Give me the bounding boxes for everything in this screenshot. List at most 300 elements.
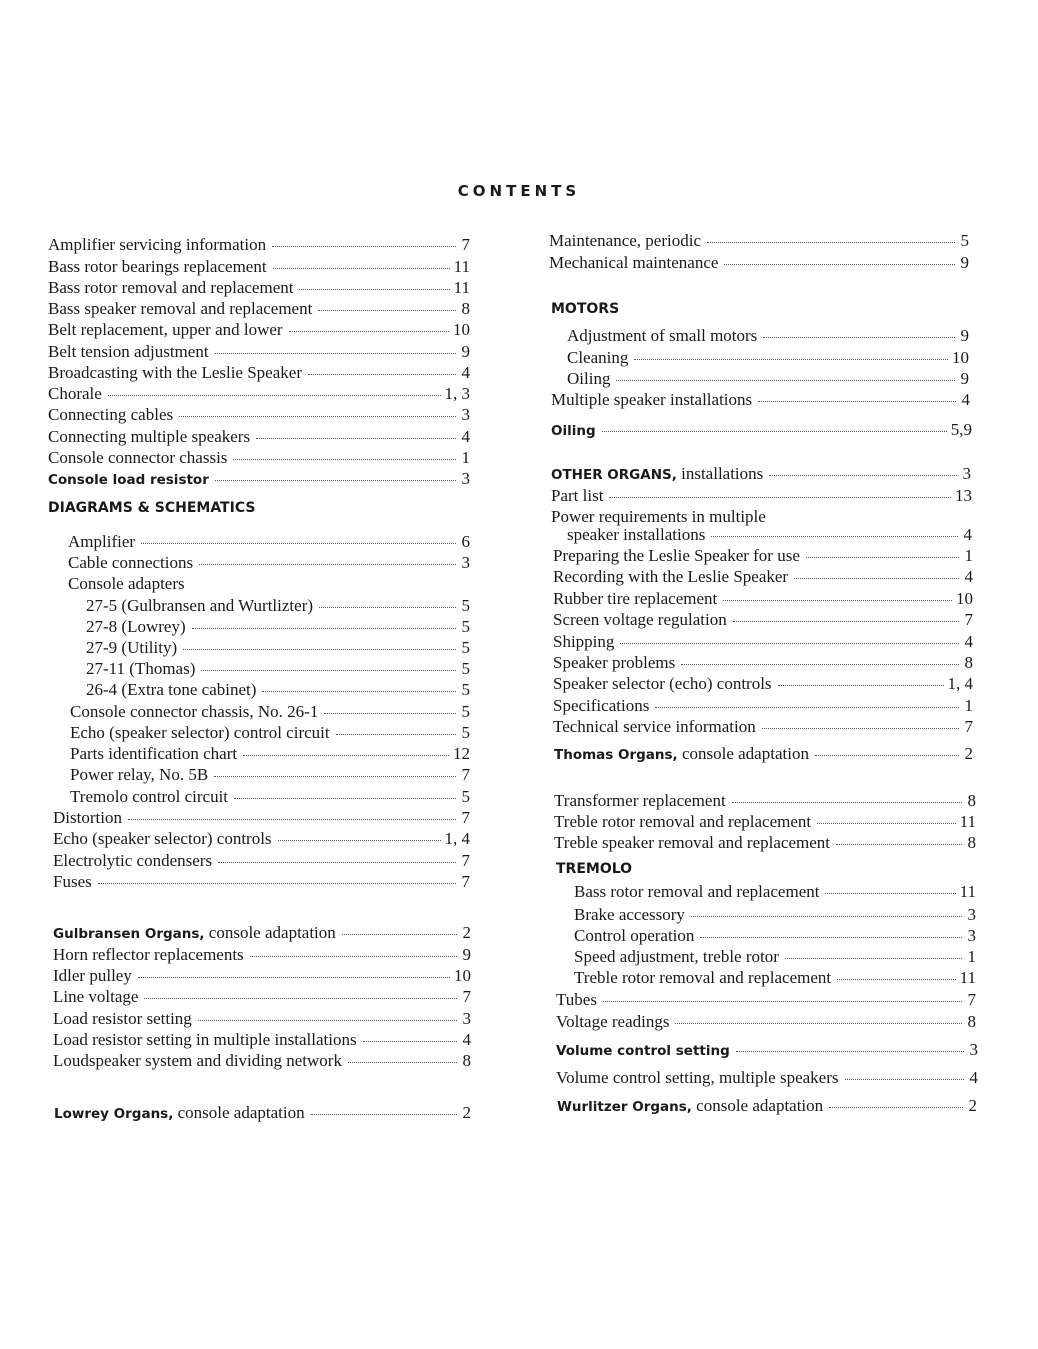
toc-entry <box>48 278 470 298</box>
page-number: 8 <box>461 299 470 318</box>
toc-entry <box>553 674 973 694</box>
toc-entry-label <box>53 987 138 1007</box>
toc-entry-label <box>574 905 685 925</box>
page-number: 2 <box>968 1096 977 1115</box>
dot-leader <box>179 416 456 417</box>
toc-entry <box>53 945 471 965</box>
toc-entry-label <box>574 926 694 946</box>
page-number: 3 <box>962 464 971 483</box>
dot-leader <box>250 956 457 957</box>
section-heading: MOTORS <box>551 301 620 317</box>
dot-leader <box>794 578 959 579</box>
page-number: 3 <box>969 1040 978 1059</box>
toc-entry-text: Belt tension adjustment <box>48 342 209 361</box>
toc-entry-text: Transformer replacement <box>554 791 726 810</box>
toc-entry-bold-label: Gulbransen Organs, <box>53 926 205 942</box>
toc-entry-text: Idler pulley <box>53 966 132 985</box>
dot-leader <box>655 707 959 708</box>
toc-entry <box>553 653 973 673</box>
dot-leader <box>806 557 959 558</box>
dot-leader <box>691 916 962 917</box>
dot-leader <box>141 543 456 544</box>
toc-entry <box>549 231 969 251</box>
toc-entry <box>574 882 976 902</box>
dot-leader <box>201 670 456 671</box>
toc-entry-text: 27-5 (Gulbransen and Wurtlizter) <box>86 596 314 615</box>
dot-leader <box>308 374 456 375</box>
toc-entry <box>53 808 470 828</box>
page-title: CONTENTS <box>457 182 581 200</box>
page-number: 7 <box>964 610 973 629</box>
page-number: 9 <box>960 326 969 345</box>
toc-entry-label <box>567 348 628 368</box>
dot-leader <box>620 643 959 644</box>
toc-entry-label <box>553 653 675 673</box>
page-number: 2 <box>462 1103 471 1122</box>
toc-entry-label <box>48 469 209 490</box>
toc-entry-text: Bass rotor bearings replacement <box>48 257 267 276</box>
toc-entry-text: 27-11 (Thomas) <box>86 659 196 678</box>
toc-entry-label <box>556 990 597 1010</box>
toc-entry <box>86 596 470 616</box>
toc-entry <box>86 617 470 637</box>
dot-leader <box>272 246 456 247</box>
page-number: 4 <box>963 525 972 544</box>
toc-entry-label <box>553 632 614 652</box>
toc-entry <box>551 464 971 485</box>
toc-entry <box>554 744 973 765</box>
page-number: 1, 4 <box>444 829 470 848</box>
dot-leader <box>700 937 962 938</box>
toc-entry <box>553 546 973 566</box>
toc-entry-text: Broadcasting with the Leslie Speaker <box>48 363 302 382</box>
toc-entry-label <box>556 1012 669 1032</box>
page-number: 8 <box>964 653 973 672</box>
dot-leader <box>769 475 957 476</box>
dot-leader <box>732 802 962 803</box>
toc-entry-text: Specifications <box>553 696 650 715</box>
toc-entry-label <box>70 744 237 764</box>
toc-entry-label <box>48 342 209 362</box>
page-number: 7 <box>461 851 470 870</box>
dot-leader <box>233 459 456 460</box>
toc-entry-text: Speaker problems <box>553 653 676 672</box>
page-number: 4 <box>461 427 470 446</box>
toc-entry-text: Horn reflector replacements <box>53 945 244 964</box>
toc-entry <box>53 987 471 1007</box>
toc-entry-label <box>574 947 779 967</box>
toc-entry <box>567 369 969 389</box>
toc-entry <box>567 348 969 368</box>
page-number: 9 <box>960 253 969 272</box>
toc-entry-text: installations <box>676 464 764 483</box>
dot-leader <box>273 268 450 269</box>
toc-entry-text: Treble rotor removal and replacement <box>574 968 832 987</box>
dot-leader <box>736 1051 964 1052</box>
page-number: 5 <box>461 617 470 636</box>
toc-entry-text: Fuses <box>53 872 92 891</box>
page-number: 3 <box>967 905 976 924</box>
section-heading: TREMOLO <box>556 861 633 877</box>
dot-leader <box>256 438 456 439</box>
page-number: 10 <box>453 320 470 339</box>
toc-entry <box>551 486 972 506</box>
toc-entry-label <box>68 532 135 552</box>
toc-entry-label <box>553 610 727 630</box>
toc-entry <box>70 723 470 743</box>
toc-entry <box>53 872 470 892</box>
dot-leader <box>815 755 959 756</box>
toc-entry-text: Treble rotor removal and replacement <box>554 812 812 831</box>
toc-entry-label <box>70 702 318 722</box>
toc-entry <box>70 787 470 807</box>
toc-entry-text: Tremolo control circuit <box>70 787 229 806</box>
toc-entry-label <box>86 680 256 700</box>
toc-entry-text: Recording with the Leslie Speaker <box>553 567 789 586</box>
dot-leader <box>733 621 959 622</box>
toc-entry-label <box>70 787 228 807</box>
toc-entry <box>556 1012 976 1032</box>
dot-leader <box>836 844 962 845</box>
toc-entry-label <box>554 744 809 765</box>
page-number: 7 <box>967 990 976 1009</box>
toc-entry-text: console adaptation <box>691 1096 824 1115</box>
toc-entry <box>48 299 470 319</box>
toc-entry <box>53 1051 471 1071</box>
toc-entry <box>557 1096 977 1117</box>
toc-entry <box>68 553 470 573</box>
dot-leader <box>785 958 962 959</box>
toc-entry-label <box>553 567 788 587</box>
toc-entry-label <box>551 486 603 506</box>
toc-entry-label <box>53 923 336 944</box>
toc-entry-text: 27-8 (Lowrey) <box>86 617 186 636</box>
toc-entry-text: console adaptation <box>677 744 809 763</box>
dot-leader <box>138 977 450 978</box>
toc-entry-label <box>48 363 302 383</box>
toc-entry <box>53 851 470 871</box>
toc-entry-label <box>86 596 313 616</box>
toc-entry-label <box>553 674 772 694</box>
toc-entry-text: Connecting multiple speakers <box>48 427 251 446</box>
toc-entry-text: speaker installations <box>567 525 706 544</box>
toc-entry-bold-label: Volume control setting <box>556 1043 730 1059</box>
toc-entry <box>70 765 470 785</box>
toc-entry <box>567 525 972 545</box>
dot-leader <box>602 431 947 432</box>
dot-leader <box>681 664 959 665</box>
toc-entry-text: Speaker selector (echo) controls <box>553 674 772 693</box>
toc-entry <box>48 405 470 425</box>
dot-leader <box>289 331 449 332</box>
toc-entry-label <box>567 326 757 346</box>
toc-entry-label <box>48 384 102 404</box>
toc-entry <box>86 680 470 700</box>
toc-entry-text: Speed adjustment, treble rotor <box>574 947 779 966</box>
page-number: 11 <box>959 882 976 901</box>
page-number: 9 <box>960 369 969 388</box>
page-number: 8 <box>967 833 976 852</box>
toc-entry-text: Preparing the Leslie Speaker for use <box>553 546 800 565</box>
page-number: 12 <box>453 744 470 763</box>
toc-entry-text: Bass rotor removal and replacement <box>574 882 820 901</box>
toc-entry <box>554 812 976 832</box>
dot-leader <box>336 734 456 735</box>
page-number: 5 <box>461 787 470 806</box>
dot-leader <box>348 1062 457 1063</box>
toc-entry <box>48 342 470 362</box>
toc-entry <box>551 420 972 441</box>
page-number: 3 <box>461 405 470 424</box>
toc-entry <box>553 717 973 737</box>
page-number: 2 <box>964 744 973 763</box>
toc-entry-text: Load resistor setting <box>53 1009 192 1028</box>
toc-entry-text: Echo (speaker selector) control circuit <box>70 723 330 742</box>
toc-entry <box>48 257 470 277</box>
dot-leader <box>829 1107 963 1108</box>
toc-entry-label <box>53 945 244 965</box>
page-number: 9 <box>462 945 471 964</box>
dot-leader <box>603 1001 962 1002</box>
toc-entry <box>86 638 470 658</box>
toc-entry-text: Connecting cables <box>48 405 174 424</box>
dot-leader <box>324 713 456 714</box>
dot-leader <box>723 600 952 601</box>
toc-entry-label <box>553 696 649 716</box>
page-number: 7 <box>461 765 470 784</box>
toc-entry-text: Line voltage <box>53 987 139 1006</box>
dot-leader <box>215 480 456 481</box>
toc-entry <box>54 1103 471 1124</box>
toc-entry-text: console adaptation <box>173 1103 305 1122</box>
page-number: 8 <box>967 1012 976 1031</box>
toc-entry <box>553 696 973 716</box>
page-number: 5 <box>960 231 969 250</box>
dot-leader <box>319 607 456 608</box>
toc-entry-label <box>551 390 752 410</box>
dot-leader <box>311 1114 457 1115</box>
toc-entry-label <box>48 448 227 468</box>
toc-entry-text: Echo (speaker selector) controls <box>53 829 272 848</box>
page-number: 4 <box>961 390 970 409</box>
toc-entry-text: Screen voltage regulation <box>553 610 727 629</box>
toc-entry-label <box>554 791 726 811</box>
toc-entry-text: Volume control setting, multiple speakers <box>556 1068 839 1087</box>
dot-leader <box>363 1041 457 1042</box>
dot-leader <box>758 401 956 402</box>
page-number: 4 <box>964 632 973 651</box>
toc-entry-label <box>86 659 195 679</box>
toc-entry <box>549 253 969 273</box>
toc-entry-bold-label: Thomas Organs, <box>554 747 678 763</box>
toc-entry-label <box>48 320 283 340</box>
toc-entry-label <box>53 966 132 986</box>
toc-entry-text: Amplifier servicing information <box>48 235 267 254</box>
toc-entry-text: Rubber tire replacement <box>553 589 718 608</box>
toc-entry <box>48 363 470 383</box>
toc-entry-text: Load resistor setting in multiple installations <box>53 1030 357 1049</box>
page-number: 3 <box>461 553 470 572</box>
toc-entry-bold-label: Lowrey Organs, <box>54 1106 174 1122</box>
toc-entry-bold-label: Console load resistor <box>48 472 209 488</box>
page-number: 4 <box>461 363 470 382</box>
toc-entry <box>554 833 976 853</box>
toc-entry-label <box>574 968 831 988</box>
toc-entry-label <box>574 882 819 902</box>
dot-leader <box>342 934 457 935</box>
toc-entry-label <box>48 299 312 319</box>
page-number: 4 <box>969 1068 978 1087</box>
toc-entry-text: Adjustment of small motors <box>567 326 758 345</box>
page-number: 1 <box>967 947 976 966</box>
toc-entry <box>53 829 470 849</box>
page-number: 4 <box>462 1030 471 1049</box>
toc-entry-label <box>557 1096 823 1117</box>
toc-entry <box>554 791 976 811</box>
toc-entry <box>556 1068 978 1088</box>
toc-entry <box>553 589 973 609</box>
toc-entry-label <box>553 589 717 609</box>
toc-entry-text: 26-4 (Extra tone cabinet) <box>86 680 257 699</box>
page-number: 7 <box>461 235 470 254</box>
toc-entry-label <box>567 369 610 389</box>
toc-entry-text: Mechanical maintenance <box>549 253 719 272</box>
toc-entry-bold-label: Oiling <box>551 423 596 439</box>
page-number: 11 <box>959 968 976 987</box>
page-number: 5 <box>461 659 470 678</box>
toc-entry <box>553 632 973 652</box>
page-number: 13 <box>955 486 972 505</box>
toc-entry-text: Control operation <box>574 926 695 945</box>
dot-leader <box>98 883 456 884</box>
toc-entry-label <box>70 765 208 785</box>
toc-entry-label <box>70 723 330 743</box>
dot-leader <box>144 998 457 999</box>
dot-leader <box>243 755 449 756</box>
toc-entry <box>48 320 470 340</box>
toc-entry <box>70 744 470 764</box>
section-heading: DIAGRAMS & SCHEMATICS <box>48 500 256 516</box>
page-number: 5 <box>461 596 470 615</box>
toc-entry-label <box>48 427 250 447</box>
toc-entry-label: Power requirements in multiple <box>551 507 766 526</box>
toc-entry <box>48 427 470 447</box>
toc-entry-text: Console connector chassis, No. 26-1 <box>70 702 319 721</box>
toc-entry-label <box>554 812 811 832</box>
toc-entry <box>48 235 470 255</box>
toc-entry <box>53 1009 471 1029</box>
toc-entry-text: Console adapters <box>68 574 185 593</box>
page-number: 7 <box>964 717 973 736</box>
page-number: 7 <box>461 872 470 891</box>
toc-entry-label <box>549 253 718 273</box>
page-number: 1 <box>964 696 973 715</box>
page-number: 5 <box>461 702 470 721</box>
page-number: 1 <box>461 448 470 467</box>
toc-entry-label <box>86 617 186 637</box>
toc-entry-label <box>554 833 830 853</box>
page-number: 5 <box>461 638 470 657</box>
page-number: 10 <box>952 348 969 367</box>
page-number: 3 <box>967 926 976 945</box>
toc-entry-text: Voltage readings <box>556 1012 670 1031</box>
page-number: 5 <box>461 680 470 699</box>
toc-entry-text: Multiple speaker installations <box>551 390 753 409</box>
toc-entry <box>574 947 976 967</box>
toc-entry <box>68 532 470 552</box>
page-number: 7 <box>462 987 471 1006</box>
dot-leader <box>278 840 441 841</box>
toc-entry-text: Bass rotor removal and replacement <box>48 278 294 297</box>
toc-entry-label <box>53 808 122 828</box>
dot-leader <box>711 536 958 537</box>
toc-entry-label <box>48 405 173 425</box>
toc-entry-text: Brake accessory <box>574 905 685 924</box>
page-number: 3 <box>461 469 470 488</box>
toc-entry-label <box>53 1009 192 1029</box>
toc-entry <box>567 326 969 346</box>
dot-leader <box>128 819 456 820</box>
page-number: 6 <box>461 532 470 551</box>
toc-entry <box>553 610 973 630</box>
toc-entry-label <box>54 1103 305 1124</box>
dot-leader <box>234 798 456 799</box>
dot-leader <box>762 728 959 729</box>
dot-leader <box>616 380 955 381</box>
toc-entry-label <box>48 278 293 298</box>
dot-leader <box>707 242 955 243</box>
dot-leader <box>675 1023 962 1024</box>
toc-entry-label <box>53 1030 357 1050</box>
toc-entry-label <box>48 235 266 255</box>
toc-entry <box>556 990 976 1010</box>
toc-entry-text: Bass speaker removal and replacement <box>48 299 313 318</box>
toc-entry <box>53 1030 471 1050</box>
toc-entry-label <box>567 525 705 545</box>
dot-leader <box>299 289 449 290</box>
toc-entry-label <box>551 420 596 441</box>
page-number: 1 <box>964 546 973 565</box>
dot-leader <box>218 862 456 863</box>
page-number: 4 <box>964 567 973 586</box>
page-number: 2 <box>462 923 471 942</box>
toc-entry-label <box>53 1051 342 1071</box>
dot-leader <box>724 264 955 265</box>
page-number: 11 <box>453 257 470 276</box>
toc-entry-text: Shipping <box>553 632 615 651</box>
page-number: 8 <box>462 1051 471 1070</box>
toc-entry-text: Chorale <box>48 384 102 403</box>
dot-leader <box>183 649 456 650</box>
page-number: 1, 4 <box>947 674 973 693</box>
toc-entry <box>86 659 470 679</box>
page-number: 9 <box>461 342 470 361</box>
toc-entry <box>68 574 470 594</box>
toc-entry-text: Power relay, No. 5B <box>70 765 209 784</box>
toc-entry-label <box>556 1068 839 1088</box>
toc-entry-text: Console connector chassis <box>48 448 228 467</box>
page-number: 5 <box>461 723 470 742</box>
toc-entry-text: Loudspeaker system and dividing network <box>53 1051 342 1070</box>
toc-entry-label <box>556 1040 730 1061</box>
page-number: 5,9 <box>950 420 972 439</box>
page-number: 11 <box>453 278 470 297</box>
toc-entry <box>53 966 471 986</box>
toc-entry <box>553 567 973 587</box>
toc-entry-text: Amplifier <box>68 532 136 551</box>
dot-leader <box>214 776 456 777</box>
page-number: 10 <box>454 966 471 985</box>
